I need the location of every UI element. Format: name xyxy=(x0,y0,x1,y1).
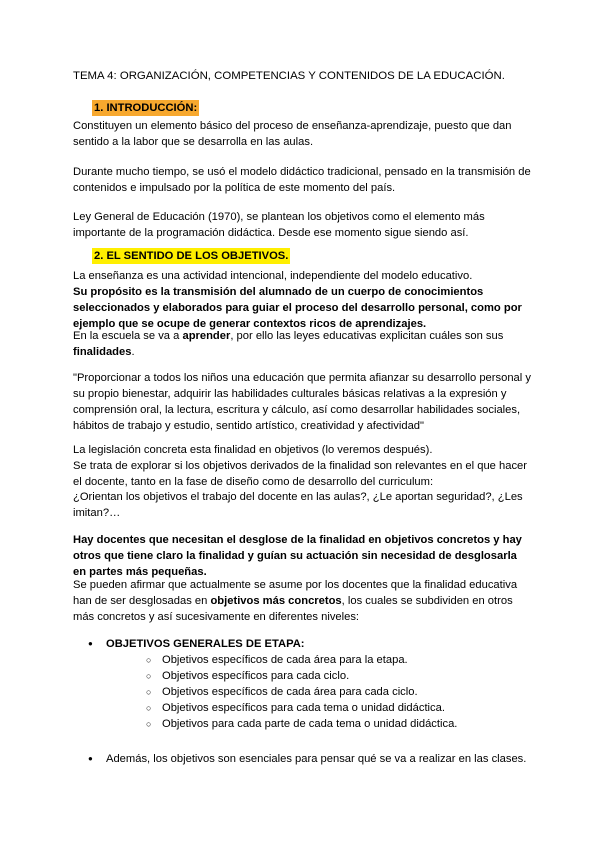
paragraph: Durante mucho tiempo, se usó el modelo didáctico tradicional, pensado en la transmisión de contenidos e impulsado por la política de este momento del país. xyxy=(73,166,531,194)
sub-list-item: ○ Objetivos específicos de cada área para la etapa. xyxy=(146,652,457,668)
paragraph xyxy=(73,328,533,360)
paragraph: Constituyen un elemento básico del proceso de enseñanza-aprendizaje, puesto que dan sentido a la labor que se desarrolla en las aulas. xyxy=(73,120,512,148)
paragraph: Se trata de explorar si los objetivos derivados de la finalidad son relevantes en el que hacer el docente, tanto en la fase de diseño como de desarrollo del curriculum: xyxy=(73,460,527,488)
paragraph: La legislación concreta esta finalidad en objetivos (lo veremos después). xyxy=(73,444,433,456)
text-run-bold: finalidades xyxy=(73,346,132,358)
text-run: , por ello las leyes educativas explicitan cuáles son sus xyxy=(230,330,504,342)
paragraph-bold: Hay docentes que necesitan el desglose de la finalidad en objetivos concretos y hay otros que tiene claro la finalidad y guían su actuación sin necesidad de desglosarla en partes más pequeñas. xyxy=(73,534,522,578)
paragraph: ¿Orientan los objetivos el trabajo del docente en las aulas?, ¿Le aportan seguridad?, ¿Les imitan?… xyxy=(73,491,523,519)
list-item: ● Además, los objetivos son esenciales para pensar qué se va a realizar en las clases. xyxy=(88,751,526,767)
objectives-list xyxy=(88,636,457,732)
text-run: , los cuales se subdividen en otros más concretos y así sucesivamente en diferentes niveles: xyxy=(73,595,513,623)
text-run-bold: aprender xyxy=(182,330,231,342)
section-heading-introduccion: 1. INTRODUCCIÓN: xyxy=(94,102,198,114)
list-item-label: OBJETIVOS GENERALES DE ETAPA: xyxy=(106,638,305,650)
section-heading-sentido-objetivos: 2. EL SENTIDO DE LOS OBJETIVOS. xyxy=(94,250,289,262)
sub-list-item: ○ Objetivos específicos de cada área para cada ciclo. xyxy=(146,684,457,700)
sub-list-item: ○ Objetivos específicos para cada ciclo. xyxy=(146,668,457,684)
paragraph: Ley General de Educación (1970), se plantean los objetivos como el elemento más importante de la programación didáctica. Desde ese momento sigue siendo así. xyxy=(73,211,485,239)
text-run: En la escuela se va a xyxy=(73,330,183,342)
paragraph xyxy=(73,577,533,625)
quote-paragraph: "Proporcionar a todos los niños una educación que permita afianzar su desarrollo personal y su propio bienestar, adquirir las habilidades culturales básicas relativas a la expresión y comprensión oral, la lectura, escritura y cálculo, así como desarrollar habilidades sociales, hábitos de trabajo y estudio, sentido artístico, creatividad y afectividad" xyxy=(73,372,531,432)
text-run: Se pueden afirmar que actualmente se asume por los docentes que la finalidad educativa han de ser desglosadas en xyxy=(73,579,518,607)
document-title: TEMA 4: ORGANIZACIÓN, COMPETENCIAS Y CONTENIDOS DE LA EDUCACIÓN. xyxy=(73,70,505,82)
text-run: . xyxy=(131,346,135,358)
sub-list-item: ○ Objetivos específicos para cada tema o unidad didáctica. xyxy=(146,700,457,716)
text-run-bold: objetivos más concretos xyxy=(210,595,342,607)
sub-objectives-list xyxy=(146,652,457,732)
sub-list-item: ○ Objetivos para cada parte de cada tema o unidad didáctica. xyxy=(146,716,457,732)
list-item xyxy=(88,636,457,732)
paragraph-bold: Su propósito es la transmisión del alumnado de un cuerpo de conocimientos seleccionados y elaborados para guiar el proceso del desarrollo personal, como por ejemplo que se ocupe de generar contextos ricos de aprendizajes. xyxy=(73,286,522,330)
paragraph: La enseñanza es una actividad intencional, independiente del modelo educativo. xyxy=(73,270,473,282)
